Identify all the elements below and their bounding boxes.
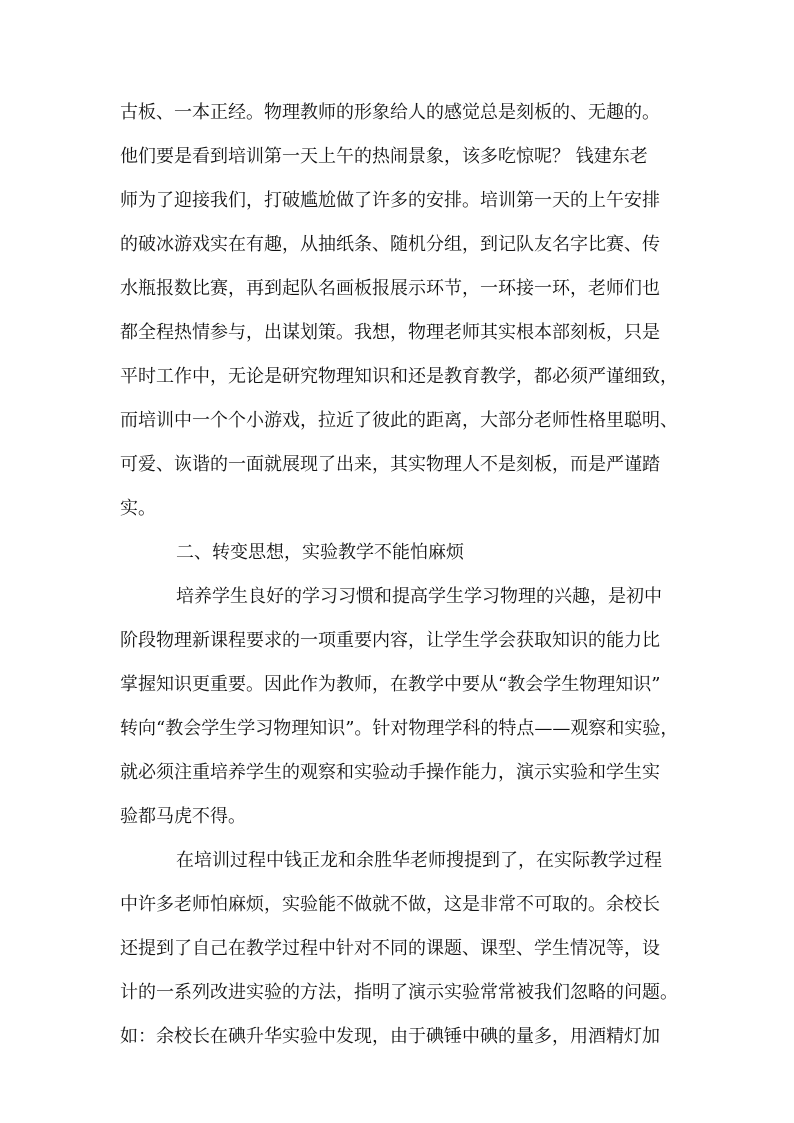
text-line-13: 阶段物理新课程要求的一项重要内容，让学生学会获取知识的能力比: [120, 630, 660, 651]
text-line-3: 师为了迎接我们，打破尴尬做了许多的安排。培训第一天的上午安排: [120, 190, 660, 211]
text-line-7: 平时工作中，无论是研究物理知识和还是教育教学，都必须严谨细致，: [120, 366, 678, 387]
text-line-5: 水瓶报数比赛，再到起队名画板报展示环节，一环接一环，老师们也: [120, 278, 660, 299]
text-line-14: 掌握知识更重要。因此作为教师，在教学中要从“教会学生物理知识”: [120, 674, 661, 695]
text-line-22: 如：余校长在碘升华实验中发现，由于碘锤中碘的量多，用酒精灯加: [120, 1026, 660, 1047]
section-heading: 二、转变思想，实验教学不能怕麻烦: [176, 542, 464, 563]
text-line-16: 就必须注重培养学生的观察和实验动手操作能力，演示实验和学生实: [120, 762, 660, 783]
text-line-21: 计的一系列改进实验的方法，指明了演示实验常常被我们忽略的问题。: [120, 982, 678, 1003]
text-line-15: 转向“教会学生学习物理知识”。针对物理学科的特点——观察和实验，: [120, 718, 679, 739]
text-line-4: 的破冰游戏实在有趣，从抽纸条、随机分组，到记队友名字比赛、传: [120, 234, 660, 255]
text-line-9: 可爱、诙谐的一面就展现了出来，其实物理人不是刻板，而是严谨踏: [120, 454, 660, 475]
text-line-20: 还提到了自己在教学过程中针对不同的课题、课型、学生情况等，设: [120, 938, 660, 959]
text-line-17: 验都马虎不得。: [120, 806, 246, 827]
text-line-8: 而培训中一个个小游戏，拉近了彼此的距离，大部分老师性格里聪明、: [120, 410, 678, 431]
text-line-19: 中许多老师怕麻烦，实验能不做就不做，这是非常不可取的。余校长: [120, 894, 660, 915]
text-line-6: 都全程热情参与，出谋划策。我想，物理老师其实根本部刻板，只是: [120, 322, 660, 343]
text-line-2: 他们要是看到培训第一天上午的热闹景象，该多吃惊呢？ 钱建东老: [120, 146, 648, 167]
text-line-18: 在培训过程中钱正龙和余胜华老师搜提到了，在实际教学过程: [176, 850, 662, 871]
text-line-12: 培养学生良好的学习习惯和提高学生学习物理的兴趣，是初中: [176, 586, 662, 607]
text-line-10: 实。: [120, 498, 156, 519]
text-line-1: 古板、一本正经。物理教师的形象给人的感觉总是刻板的、无趣的。: [120, 102, 660, 123]
